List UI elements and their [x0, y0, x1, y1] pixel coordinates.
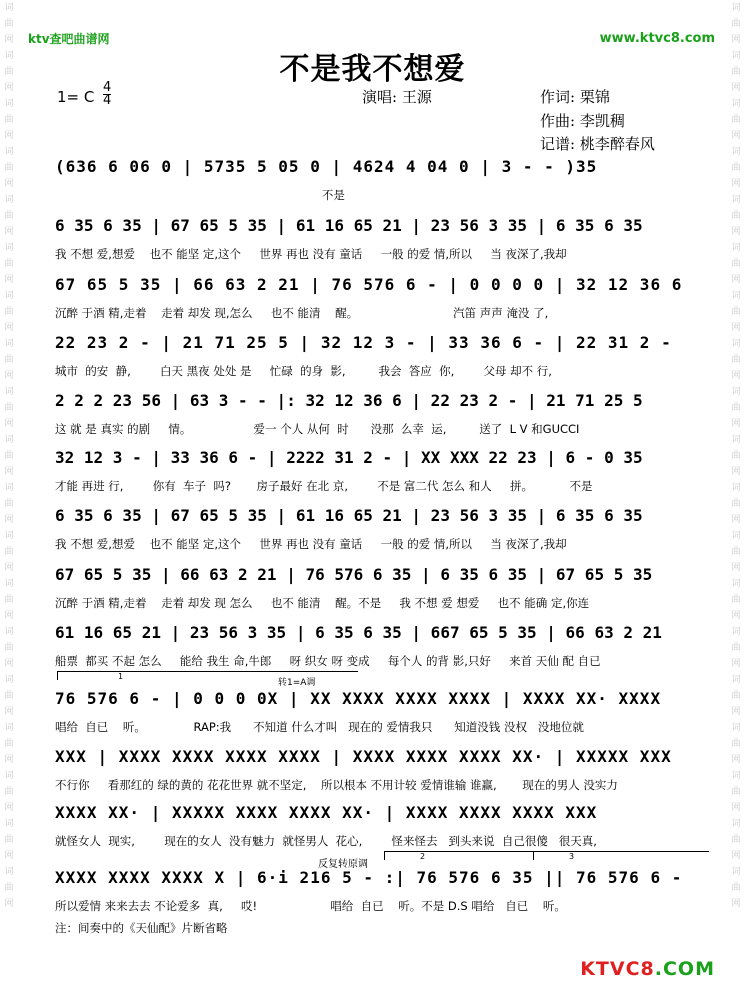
- notation-line: 2 2 2 23 56 | 63 3 - - |: 32 12 36 6 | 22 23 2 - | 21 71 25 5: [55, 391, 643, 410]
- notation-line: (636 6 06 0 | 5735 5 05 0 | 4624 4 04 0 | 3 - - )35: [55, 157, 598, 176]
- modulation-mark: 转1=A调: [278, 678, 316, 688]
- notation-line: 6 35 6 35 | 67 65 5 35 | 61 16 65 21 | 23 56 3 35 | 6 35 6 35: [55, 216, 643, 235]
- volta-2: 2: [384, 851, 560, 860]
- notation-line: 32 12 3 - | 33 36 6 - | 2222 31 2 - | XX XXX 22 23 | 6 - 0 35: [55, 448, 643, 467]
- song-title: 不是我不想爱: [279, 52, 466, 87]
- time-signature: [103, 82, 111, 107]
- lyric-line: 船票 都买 不起 怎么 能给 我生 命,牛郎 呀 织女 呀 变成 每个人 的背 影,只好 来首 天仙 配 自已: [55, 654, 601, 668]
- lyric-line: 我 不想 爱,想爱 也不 能坚 定,这个 世界 再也 没有 童话 一般 的爱 情,所以 当 夜深了,我却: [55, 537, 567, 551]
- lyric-line: 沉醉 于酒 精,走着 走着 却发 现 怎么 也不 能清 醒。不是 我 不想 爱 想爱 也不 能确 定,你连: [55, 596, 590, 610]
- logo-part1: KTVC8: [580, 958, 655, 980]
- key-signature: 1= C: [57, 88, 95, 106]
- logo-part2: .COM: [654, 958, 715, 980]
- notation-line: XXXX XX· | XXXXX XXXX XXXX XX· | XXXX XXXX XXXX XXX: [55, 803, 598, 822]
- lyric-line: 就怪女人 现实, 现在的女人 没有魅力 就怪男人 花心, 怪来怪去 到头来说 自己很傻 很天真,: [55, 834, 597, 848]
- lyricist-credit: 作词: 栗锦: [540, 88, 610, 106]
- side-watermark-right: 词曲网词曲网词曲网词曲网词曲网词曲网词曲网词曲网词曲网词曲网词曲网词曲网词曲网词曲网词曲网词曲网词曲网词曲网词曲网: [731, 3, 741, 909]
- lyric-line: 沉醉 于酒 精,走着 走着 却发 现,怎么 也不 能清 醒。 汽笛 声声 淹没 了,: [55, 306, 549, 320]
- lyric-line: 城市 的安 静, 白天 黑夜 处处 是 忙碌 的身 影, 我会 答应 你, 父母 却不 行,: [55, 364, 552, 378]
- lyric-line: 不行你 看那红的 绿的黄的 花花世界 就不坚定, 所以根本 不用计较 爱情谁输 谁赢, 现在的男人 没实力: [55, 778, 618, 792]
- notation-line: 22 23 2 - | 21 71 25 5 | 32 12 3 - | 33 36 6 - | 22 31 2 -: [55, 333, 672, 352]
- notation-line: XXXX XXXX XXXX X | 6·i 216 5 - :| 76 576 6 35 || 76 576 6 -: [55, 868, 683, 887]
- lyric-line: 这 就 是 真实 的剧 情。 爱一 个人 从何 时 没那 么幸 运, 送了 L V 和GUCCI: [55, 422, 580, 436]
- notation-line: 67 65 5 35 | 66 63 2 21 | 76 576 6 - | 0 0 0 0 | 32 12 36 6: [55, 275, 683, 294]
- site-logo[interactable]: [580, 958, 715, 980]
- site-url-right[interactable]: www.ktvc8.com: [599, 31, 715, 46]
- lyric-line: 我 不想 爱,想爱 也不 能坚 定,这个 世界 再也 没有 童话 一般 的爱 情,所以 当 夜深了,我却: [55, 247, 567, 261]
- notation-line: 61 16 65 21 | 23 56 3 35 | 6 35 6 35 | 667 65 5 35 | 66 63 2 21: [55, 623, 662, 642]
- notation-line: 67 65 5 35 | 66 63 2 21 | 76 576 6 35 | 6 35 6 35 | 67 65 5 35: [55, 565, 653, 584]
- lyric-line: 所以爱情 来来去去 不论爱多 真, 哎! 唱给 自已 听。不是 D.S 唱给 自已 听。: [55, 899, 566, 913]
- composer-credit: 作曲: 李凯稠: [540, 112, 625, 130]
- side-watermark-left: 词曲网词曲网词曲网词曲网词曲网词曲网词曲网词曲网词曲网词曲网词曲网词曲网词曲网词曲网词曲网词曲网词曲网词曲网词曲网: [4, 3, 14, 909]
- volta-1: 1: [57, 671, 358, 680]
- time-top: 4: [103, 80, 112, 95]
- lyric-line: 唱给 自已 听。 RAP:我 不知道 什么才叫 现在的 爱情我只 知道没钱 没权 没地位就: [55, 720, 584, 734]
- lyric-line: 不是: [55, 188, 345, 202]
- return-key-mark: 反复转原调: [318, 859, 368, 870]
- notation-line: XXX | XXXX XXXX XXXX XXXX | XXXX XXXX XXXX XX· | XXXXX XXX: [55, 747, 672, 766]
- time-bottom: 4: [103, 93, 112, 108]
- notation-line: 76 576 6 - | 0 0 0 0X | XX XXXX XXXX XXXX | XXXX XX· XXXX: [55, 689, 662, 708]
- footnote: 注：间奏中的《天仙配》片断省略: [55, 921, 228, 935]
- lyric-line: 才能 再进 行, 你有 车子 吗? 房子最好 在北 京, 不是 富二代 怎么 和人 拼。 不是: [55, 479, 593, 493]
- volta-3: 3: [533, 851, 709, 860]
- singer-credit: 演唱: 王源: [362, 88, 432, 106]
- notation-line: 6 35 6 35 | 67 65 5 35 | 61 16 65 21 | 23 56 3 35 | 6 35 6 35: [55, 506, 643, 525]
- transcriber-credit: 记谱: 桃李醉春风: [540, 135, 655, 153]
- site-brand-left[interactable]: ktv查吧曲谱网: [28, 32, 110, 46]
